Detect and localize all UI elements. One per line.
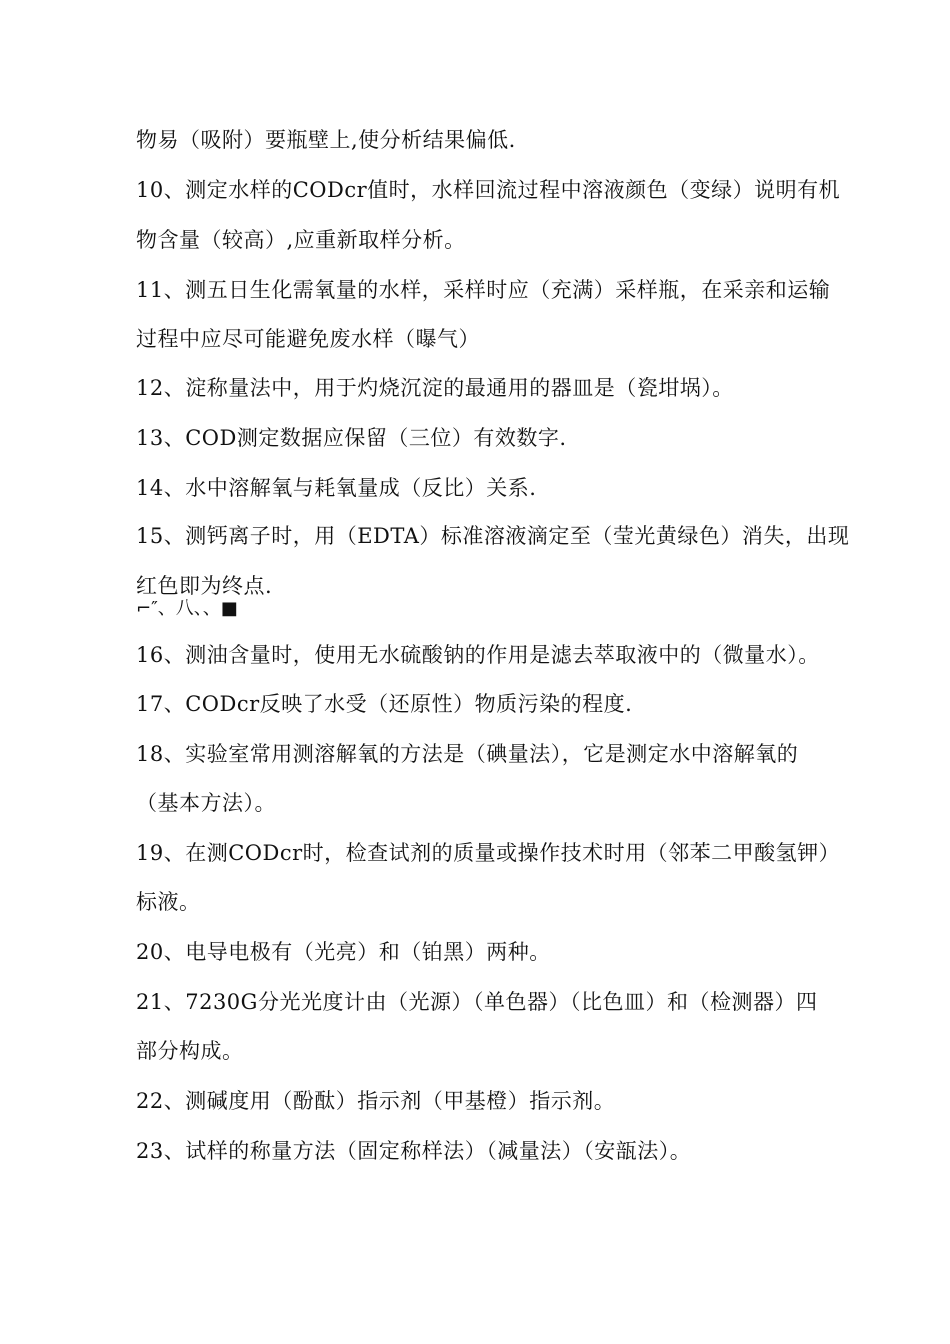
text-line: （基本方法）。 xyxy=(136,791,276,815)
text-line: 物含量（较高）,应重新取样分析。 xyxy=(136,228,466,252)
text-line: 15、测钙离子时，用（EDTA）标准溶液滴定至（莹光黄绿色）消失，出现 xyxy=(136,524,850,548)
text-line: 12、淀称量法中，用于灼烧沉淀的最通用的器皿是（瓷坩埚）。 xyxy=(136,376,734,400)
text-line: 17、CODcr反映了水受（还原性）物质污染的程度. xyxy=(136,692,633,716)
text-line: 标液。 xyxy=(136,890,201,914)
text-line: 23、试样的称量方法（固定称样法）（减量法）（安瓿法）。 xyxy=(136,1139,692,1163)
text-line: 红色即为终点. xyxy=(136,574,273,598)
text-line: 物易（吸附）要瓶壁上,使分析结果偏低. xyxy=(136,128,516,152)
scan-artifact-text: ⌐″、八、、■ xyxy=(136,598,238,619)
text-line: 20、电导电极有（光亮）和（铂黑）两种。 xyxy=(136,940,551,964)
text-line: 13、COD测定数据应保留（三位）有效数字. xyxy=(136,426,567,450)
text-line: 22、测碱度用（酚酞）指示剂（甲基橙）指示剂。 xyxy=(136,1089,616,1113)
text-line: 14、水中溶解氧与耗氧量成（反比）关系. xyxy=(136,476,537,500)
text-line: 18、实验室常用测溶解氧的方法是（碘量法），它是测定水中溶解氧的 xyxy=(136,742,799,766)
text-line: 16、测油含量时，使用无水硫酸钠的作用是滤去萃取液中的（微量水）。 xyxy=(136,643,820,667)
text-line: 19、在测CODcr时，检查试剂的质量或操作技术时用（邻苯二甲酸氢钾） xyxy=(136,841,841,865)
text-line: 10、测定水样的CODcr值时，水样回流过程中溶液颜色（变绿）说明有机 xyxy=(136,178,841,202)
text-line: 11、测五日生化需氧量的水样，采样时应（充满）采样瓶，在采亲和运输 xyxy=(136,278,831,302)
text-line: 部分构成。 xyxy=(136,1039,244,1063)
text-line: 21、7230G分光光度计由（光源）（单色器）（比色皿）和（检测器）四 xyxy=(136,990,818,1014)
text-line: 过程中应尽可能避免废水样（曝气） xyxy=(136,327,480,351)
